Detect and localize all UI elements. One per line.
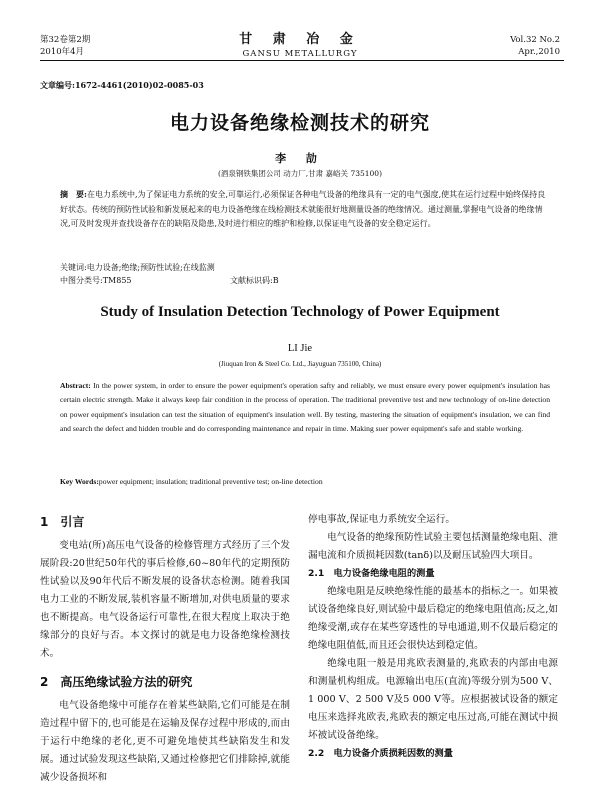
journal-title-cn: 甘 肃 冶 金 xyxy=(239,32,361,47)
journal-title-en: GANSU METALLURGY xyxy=(242,49,358,59)
header-rule xyxy=(40,60,564,61)
continued-paragraph: 停电事故,保证电力系统安全运行。 xyxy=(308,514,455,525)
test-items-paragraph: 电气设备的绝缘预防性试验主要包括测量绝缘电阻、泄漏电流和介质损耗因数(tanδ)以及耐压试验四大项目。 xyxy=(308,532,558,561)
header-right xyxy=(510,34,560,58)
section-1-heading: 1 引言 xyxy=(40,515,85,529)
author-en: LI Jie xyxy=(287,343,313,354)
subsection-2-2-heading: 2.2 电力设备介质损耗因数的测量 xyxy=(308,748,453,759)
document-code xyxy=(230,275,279,286)
section-2-heading: 2 高压绝缘试验方法的研究 xyxy=(40,675,193,689)
subsection-2-1-paragraph-2: 绝缘电阻一般是用兆欧表测量的,兆欧表的内部由电源和测量机构组成。电源输出电压(直流)等级分别为500 V、1 000 V、2 500 V及5 000 V等。应根据被试设备的额定电压来选择兆欧表,兆欧表的额定电压过高,可能在测试中损坏被试设备绝缘。 xyxy=(308,658,558,741)
class-label: 中图分类号: xyxy=(60,276,103,285)
abstract-en-label: Abstract: xyxy=(60,381,91,390)
doc-code-label: 文献标识码: xyxy=(230,276,273,285)
author-cn: 李 劼 xyxy=(275,152,325,165)
class-value: TM855 xyxy=(102,276,132,285)
keywords-cn-label: 关键词: xyxy=(60,263,87,272)
subsection-2-1-paragraph-1: 绝缘电阻是反映绝缘性能的最基本的指标之一。如果被试设备绝缘良好,则试验中最后稳定的绝缘电阻值高;反之,如绝缘受潮,或存在某些穿透性的导电通道,则不仅最后稳定的绝缘电阻值低,而且还会很快达到稳定值。 xyxy=(308,586,558,651)
article-number: 文章编号:1672-4461(2010)02-0085-03 xyxy=(40,80,204,90)
volume-en: Vol.32 No.2 xyxy=(510,35,560,45)
keywords-en-text: power equipment; insulation; traditional preventive test; on-line detection xyxy=(98,477,323,486)
body-column-left xyxy=(40,505,290,787)
section-2-paragraph: 电气设备绝缘中可能存在着某些缺陷,它们可能是在制造过程中留下的,也可能是在运输及保存过程中形成的,而由于运行中绝缘的老化,更不可避免地使其些缺陷发生和发展。通过试验发现这些缺陷,又通过检修把它们排除掉,就能减少设备损坏和 xyxy=(40,700,290,783)
title-en: Study of Insulation Detection Technology of Power Equipment xyxy=(100,304,500,320)
date-cn: 2010年4月 xyxy=(40,47,85,57)
classification-number xyxy=(60,275,132,286)
abstract-cn-text: 在电力系统中,为了保证电力系统的安全,可靠运行,必须保证各种电气设备的绝缘具有一定的电气强度,使其在运行过程中始终保持良好状态。传统的预防性试验和新发展起来的电力设备绝缘在线检测技术就能很好地测量设备的绝缘情况。通过测量,掌握电气设备的绝缘情况,可及时发现并查找设备存在的缺陷及隐患,及时进行相应的维护和检修,以保证电气设备的安全稳定运行。 xyxy=(60,190,546,228)
abstract-cn xyxy=(60,187,550,232)
date-en: Apr.,2010 xyxy=(518,47,560,57)
keywords-cn-text: 电力设备;绝缘;预防性试验;在线监测 xyxy=(86,263,215,272)
keywords-en-label: Key Words: xyxy=(60,477,99,486)
affiliation-en: (Jiuquan Iron & Steel Co. Ltd., Jiayuguan 735100, China) xyxy=(218,360,382,368)
keywords-en xyxy=(60,477,550,486)
subsection-2-1-heading: 2.1 电力设备绝缘电阻的测量 xyxy=(308,568,435,579)
body-column-right xyxy=(308,505,558,763)
keywords-cn xyxy=(60,261,550,275)
abstract-cn-label: 摘 要: xyxy=(60,189,87,199)
section-1-paragraph: 变电站(所)高压电气设备的检修管理方式经历了三个发展阶段:20世纪50年代的事后检修,60~80年代的定期预防性试验以及90年代后不断发展的设备状态检测。随着我国电力工业的不断发展,装机容量不断增加,对供电质量的要求也不断提高。电气设备运行可靠性,在很大程度上取决于绝缘部分的良好与否。本文探讨的就是电力设备绝缘检测技术。 xyxy=(40,540,290,659)
doc-code-value: B xyxy=(272,276,279,285)
affiliation-cn: (酒泉钢铁集团公司 动力厂,甘肃 嘉峪关 735100) xyxy=(217,169,383,178)
abstract-en-text: In the power system, in order to ensure the power equipment's operation safty and reliably, we must ensure every power equipment's insulation has certain electric strength. Make it always keep fair condition in the process of operation. The traditional preventive test and new technology of on-line detection on power equipment's insulation can test the situation of equipment's insulation well. By testing, mastering the situation of equipment's insulation, we can find and search the defect and hidden trouble and do corresponding maintenance and repair in time. Making suer power equipment's safe and stable working. xyxy=(60,381,550,433)
abstract-en xyxy=(60,379,550,436)
volume-cn: 第32卷第2期 xyxy=(40,35,91,45)
title-cn: 电力设备绝缘检测技术的研究 xyxy=(169,112,430,134)
